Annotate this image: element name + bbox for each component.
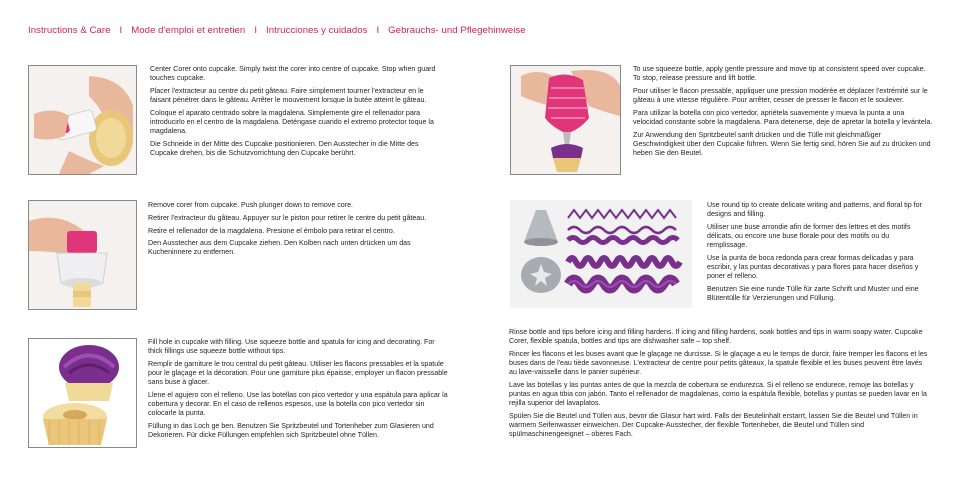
step3-german: Füllung in das Loch ge ben. Benutzen Sie Spritzbeutel und Tortenheber zum Glasieren und Dekorieren. Für dicke Füllungen empfehlen sich Spritzbeutel ohne Tüllen.: [148, 422, 434, 440]
step3-english: Fill hole in cupcake with filling. Use squeeze bottle and spatula for icing and decorating. For thick fillings use squeeze bottle without tips.: [148, 338, 435, 356]
step1-english: Center Corer onto cupcake. Simply twist the corer into centre of cupcake. Stop when guard touches cupcake.: [150, 65, 436, 83]
step3-french: Remplir de garniture le trou central du petit gâteau. Utiliser les flacons pressables et la spatule pour le glaçage et la décoration. Pour une garniture plus épaisse, employer un flacon pressable sans buse à glacer.: [148, 359, 448, 387]
icing-tips-patterns-illustration: [510, 200, 692, 308]
header-item-english: Instructions & Care: [28, 25, 111, 36]
care-french: Rincer les flacons et les buses avant que le glaçage ne durcisse. Si le glaçage a eu le temps de durcir, faire tremper les flacons et les buses dans de l'eau tiède savonneuse. L'extracteur de centre pour petits gâteaux, la spatule flexible et les buses peuvent être lavés au lave-vaisselle dans le panier supérieur.: [509, 349, 928, 377]
step4-photo: [510, 65, 621, 175]
step5-german: Benutzen Sie eine runde Tülle für zarte Schrift und Muster und eine Blütentülle für Verzierungen und Füllung.: [707, 285, 919, 303]
care-english: Rinse bottle and tips before icing and filling hardens. If icing and filling hardens, soak bottles and tips in warm soapy water. Cupcake Corer, flexible spatula, bottles and tips are dishwasher safe – top shelf.: [509, 328, 923, 346]
care-spanish: Lave las botellas y las puntas antes de que la mezcla de cobertura se endurezca. Si el relleno se endurece, remoje las botellas y puntas en agua tibia con jabón. Tanto el rellenador de magdalenas, como la espátula flexible, botellas y puntas se pueden lavar en la rejilla superior del lavaplatos.: [509, 380, 927, 408]
step1-french: Placer l'extracteur au centre du petit gâteau. Faire simplement tourner l'extracteur en le faisant pénétrer dans le gâteau. Arrêter le mouvement lorsque la butée atteint le gâteau.: [150, 86, 427, 105]
squeeze-bottle-illustration: [511, 66, 620, 174]
step4-french: Pour utiliser le flacon pressable, appliquer une pression modérée et déplacer l'extrémité sur le gâteau à une vitesse régulière. Pour arrêter, cesser de presser le flacon et le soulever.: [633, 86, 928, 105]
corer-cupcake-illustration: [29, 66, 136, 174]
step5-french: Utiliser une buse arrondie afin de former des lettres et des motifs délicats, ou encore une buse florale pour des motifs ou du remplissage.: [707, 222, 911, 250]
step2-german: Den Ausstecher aus dem Cupcake ziehen. Den Kolben nach unten drücken um das Kucheninnere zu entfernen.: [148, 239, 411, 257]
step2-english: Remove corer from cupcake. Push plunger down to remove core.: [148, 201, 354, 209]
step1-german: Die Schneide in der Mitte des Cupcake positionieren. Den Ausstecher in die Mitte des Cupcake drehen, bis die Schutzvorrichtung den Cupcake berührt.: [150, 139, 419, 158]
step3-photo: [28, 338, 137, 448]
corer-plunger-illustration: [29, 201, 136, 309]
header-item-french: Mode d'emploi et entretien: [131, 25, 246, 36]
step3-text: [148, 338, 448, 444]
care-german: Spülen Sie die Beutel und Tüllen aus, bevor die Glasur hart wird. Falls der Beutelinhalt erstarrt, lassen Sie die Beutel und Tüllen in warmem Seifenwasser einweichen. Der Cupcake-Ausstecher, der flexible Tortenheber, die Beutel und Tüllen sind spülmaschinengeeignet – oberes Fach.: [509, 412, 918, 439]
header-separator: I: [376, 25, 380, 36]
step2-photo: [28, 200, 137, 310]
header-item-german: Gebrauchs- und Pflegehinweise: [388, 25, 526, 36]
page-header: [28, 25, 526, 36]
step1-photo: [28, 65, 137, 175]
step2-spanish: Retire el rellenador de la magdalena. Presione el émbolo para retirar el centro.: [148, 226, 395, 235]
step3-spanish: Llene el agujero con el relleno. Use las botellas con pico vertedor y una espátula para aplicar la cobertura y decorar. En el caso de rellenos espesos, use la botella con pico vertedor sin colocarle la punta.: [148, 390, 448, 418]
step5-photo: [510, 200, 692, 308]
care-text: [509, 328, 931, 443]
step1-spanish: Coloque el aparato centrado sobre la magdalena. Simplemente gire el rellenador para introducirlo en el centro de la magdalena. Deténgase cuando el extremo protector toque la magdalena.: [150, 108, 434, 136]
step4-text: [633, 65, 933, 162]
header-item-spanish: Intrucciones y cuidados: [266, 25, 368, 36]
step4-german: Zur Anwendung den Spritzbeutel sanft drücken und die Tülle mit gleichmäßiger Geschwindigkeit über den Cupcake führen. Wenn Sie fertig sind, hören Sie auf zu drücken und heben Sie den Beutel.: [633, 130, 931, 158]
step2-text: [148, 201, 448, 261]
step4-spanish: Para utilizar la botella con pico vertedor, apriétela suavemente y mueva la punta a una velocidad constante sobre la magdalena. Para detenerse, deje de apretar la botella y levántela.: [633, 108, 933, 126]
filled-cupcakes-illustration: [29, 339, 136, 447]
header-separator: I: [119, 25, 123, 36]
header-separator: I: [254, 25, 258, 36]
step5-text: [707, 201, 931, 307]
step5-spanish: Use la punta de boca redonda para crear formas delicadas y para escribir, y las puntas decorativas y para flores para hacer diseños y poner el relleno.: [707, 253, 919, 281]
step1-text: [150, 65, 442, 162]
step2-french: Retirer l'extracteur du gâteau. Appuyer sur le piston pour retirer le centre du petit gâteau.: [148, 213, 427, 222]
step4-english: To use squeeze bottle, apply gentle pressure and move tip at consistent speed over cupcake. To stop, release pressure and lift bottle.: [633, 65, 926, 83]
step5-english: Use round tip to create delicate writing and patterns, and floral tip for designs and filling.: [707, 201, 922, 219]
